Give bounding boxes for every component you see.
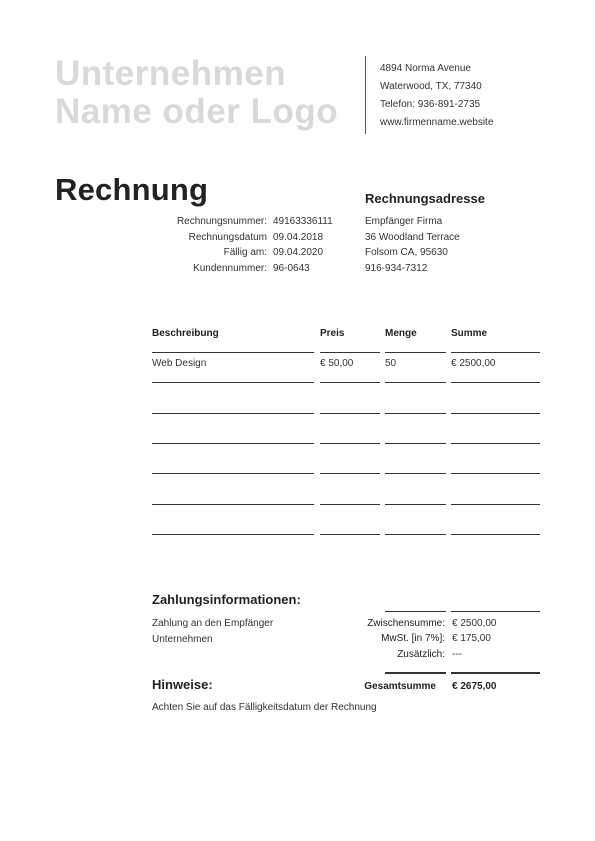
column-header-price: Preis [320, 328, 345, 339]
row-rule [385, 534, 446, 535]
header-rule-description [152, 352, 314, 353]
row-rule [320, 413, 380, 414]
extra-value: --- [452, 649, 462, 660]
row-rule [152, 443, 314, 444]
company-logo-placeholder [55, 55, 355, 131]
totals-bottom-rule [385, 672, 446, 674]
invoice-title: Rechnung [55, 172, 209, 207]
totals-top-rule [451, 611, 540, 612]
row-rule [320, 443, 380, 444]
grand-total-value: € 2675,00 [452, 681, 497, 692]
header-rule-total [451, 352, 540, 353]
invoice-meta-values [273, 214, 333, 276]
billing-phone: 916-934-7312 [365, 262, 428, 274]
payment-info-heading: Zahlungsinformationen: [152, 592, 301, 607]
row-rule [451, 413, 540, 414]
totals-top-rule [385, 611, 446, 612]
payment-info-text [152, 616, 273, 648]
row-rule [152, 413, 314, 414]
billing-address [365, 214, 460, 276]
cell-total: € 2500,00 [451, 358, 496, 369]
totals-bottom-rule [451, 672, 540, 674]
cell-quantity: 50 [385, 358, 397, 369]
header-divider [365, 56, 366, 134]
column-header-total: Summe [451, 328, 488, 339]
row-rule [152, 473, 314, 474]
column-header-description: Beschreibung [152, 328, 219, 339]
row-rule [385, 382, 446, 383]
cell-description: Web Design [152, 358, 207, 369]
company-website: www.firmenname.website [380, 117, 494, 128]
payment-line-2: Unternehmen [152, 634, 213, 645]
column-header-quantity: Menge [385, 328, 417, 339]
extra-label: Zusätzlich: [397, 649, 445, 660]
invoice-date-value: 09.04.2018 [273, 231, 324, 243]
notes-text: Achten Sie auf das Fälligkeitsdatum der Rechnung [152, 702, 377, 713]
customer-number-value: 96-0643 [273, 262, 310, 274]
row-rule [451, 534, 540, 535]
company-phone: Telefon: 936-891-2735 [380, 99, 481, 110]
subtotal-value: € 2500,00 [452, 618, 497, 629]
row-rule [385, 413, 446, 414]
cell-price: € 50,00 [320, 358, 354, 369]
company-logo-line2: Name oder Logo [55, 92, 339, 131]
customer-number-label: Kundennummer: [193, 262, 267, 274]
row-rule [152, 534, 314, 535]
billing-city: Folsom CA, 95630 [365, 247, 448, 258]
payment-line-1: Zahlung an den Empfänger [152, 618, 274, 629]
billing-address-heading: Rechnungsadresse [365, 191, 485, 206]
tax-value: € 175,00 [452, 633, 491, 644]
row-rule [320, 504, 380, 505]
header-rule-quantity [385, 352, 446, 353]
tax-label: MwSt. [in 7%]: [381, 633, 445, 644]
invoice-number-value: 49163336111 [273, 216, 333, 227]
due-date-label: Fällig am: [223, 247, 267, 258]
company-street: 4894 Norma Avenue [380, 63, 471, 74]
notes-heading: Hinweise: [152, 677, 213, 692]
company-address [380, 60, 493, 132]
row-rule [385, 504, 446, 505]
billing-company: Empfänger Firma [365, 216, 443, 227]
row-rule [152, 382, 314, 383]
row-rule [451, 504, 540, 505]
row-rule [385, 443, 446, 444]
row-rule [320, 473, 380, 474]
billing-street: 36 Woodland Terrace [365, 231, 460, 243]
row-rule [451, 382, 540, 383]
invoice-date-label: Rechnungsdatum [188, 231, 267, 243]
header-rule-price [320, 352, 380, 353]
subtotal-label: Zwischensumme: [367, 618, 445, 629]
invoice-number-label: Rechnungsnummer: [176, 216, 267, 227]
row-rule [451, 443, 540, 444]
due-date-value: 09.04.2020 [273, 247, 324, 258]
row-rule [152, 504, 314, 505]
row-rule [320, 382, 380, 383]
company-city: Waterwood, TX, 77340 [380, 81, 482, 92]
row-rule [320, 534, 380, 535]
row-rule [385, 473, 446, 474]
invoice-meta-labels [150, 214, 267, 276]
row-rule [451, 473, 540, 474]
company-logo-line1: Unternehmen [55, 54, 287, 93]
grand-total-label: Gesamtsumme [364, 681, 436, 692]
